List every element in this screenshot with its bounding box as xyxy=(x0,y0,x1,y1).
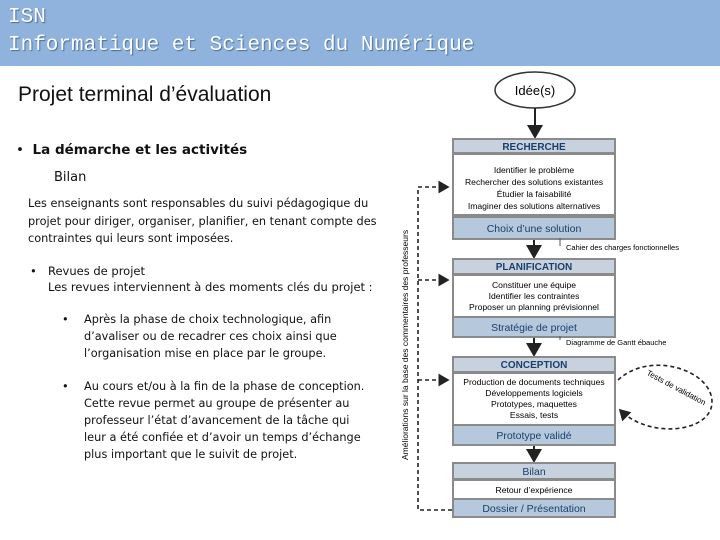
phase-task: Production de documents techniques xyxy=(463,377,605,387)
phase-task: Constituer une équipe xyxy=(491,280,577,290)
list-item-text: Après la phase de choix technologique, afin d’avaliser ou de recadrer ces choix ainsi que l’organisation mise en place par le groupe. xyxy=(84,313,337,360)
phase-task: Prototypes, maquettes xyxy=(491,399,577,409)
phase-task: Essais, tests xyxy=(509,410,559,420)
phase-result: Dossier / Présentation xyxy=(482,503,586,515)
tests-label xyxy=(645,368,707,407)
phase-task: Développements logiciels xyxy=(485,388,583,398)
phase-task: Proposer un planning prévisionnel xyxy=(469,302,599,312)
list-item-text: Au cours et/ou à la fin de la phase de conception. Cette revue permet au groupe de présenter au professeur l’état d’avancement de la tâche qui leur a été confiée et d’avoir un temps d’échange plus important que le suivit de projet. xyxy=(84,380,365,461)
bullet-dot: • xyxy=(30,264,37,278)
sub-bullet-title: Revues de projet xyxy=(48,264,145,278)
bullet-dot: • xyxy=(16,142,33,158)
tests-label-text: Tests de validation xyxy=(644,368,708,408)
section-label: Bilan xyxy=(54,170,87,185)
header-subtitle: Informatique et Sciences du Numérique xyxy=(8,34,475,57)
phase-title: RECHERCHE xyxy=(502,142,566,153)
phase-note: Diagramme de Gantt ébauche xyxy=(566,338,667,347)
header-title: ISN xyxy=(8,6,46,29)
sub-bullet-text: Les revues interviennent à des moments clés du projet : xyxy=(48,280,373,294)
intro-paragraph: Les enseignants sont responsables du suivi pédagogique du projet pour diriger, organiser, planifier, en tenant compte des contraintes qui leurs sont imposées. xyxy=(28,197,377,245)
main-bullet-text: La démarche et les activités xyxy=(32,142,248,158)
phase-title: CONCEPTION xyxy=(500,360,568,371)
bullet-dot: • xyxy=(62,380,69,393)
phase-task: Identifier les contraintes xyxy=(488,291,580,301)
phase-task: Étudier la faisabilité xyxy=(496,189,572,199)
phase-result: Stratégie de projet xyxy=(491,322,577,334)
phase-title: Bilan xyxy=(522,466,546,478)
feedback-label: Améliorations sur la base des commentaires des professeurs xyxy=(400,229,410,460)
phase-task: Identifier le problème xyxy=(493,165,575,175)
phase-result: Choix d’une solution xyxy=(486,223,582,235)
feedback-loop xyxy=(418,187,452,510)
phase-note: Cahier des charges fonctionnelles xyxy=(566,243,679,252)
phase-task: Retour d’expérience xyxy=(495,485,573,495)
slide-subtitle: Projet terminal d’évaluation xyxy=(18,83,272,106)
phase-title: PLANIFICATION xyxy=(495,262,573,273)
phase-task: Rechercher des solutions existantes xyxy=(464,177,604,187)
bullet-dot: • xyxy=(62,313,69,326)
phase-task: Imaginer des solutions alternatives xyxy=(467,201,601,211)
idea-label: Idée(s) xyxy=(514,83,556,98)
phase-result: Prototype validé xyxy=(496,430,572,442)
